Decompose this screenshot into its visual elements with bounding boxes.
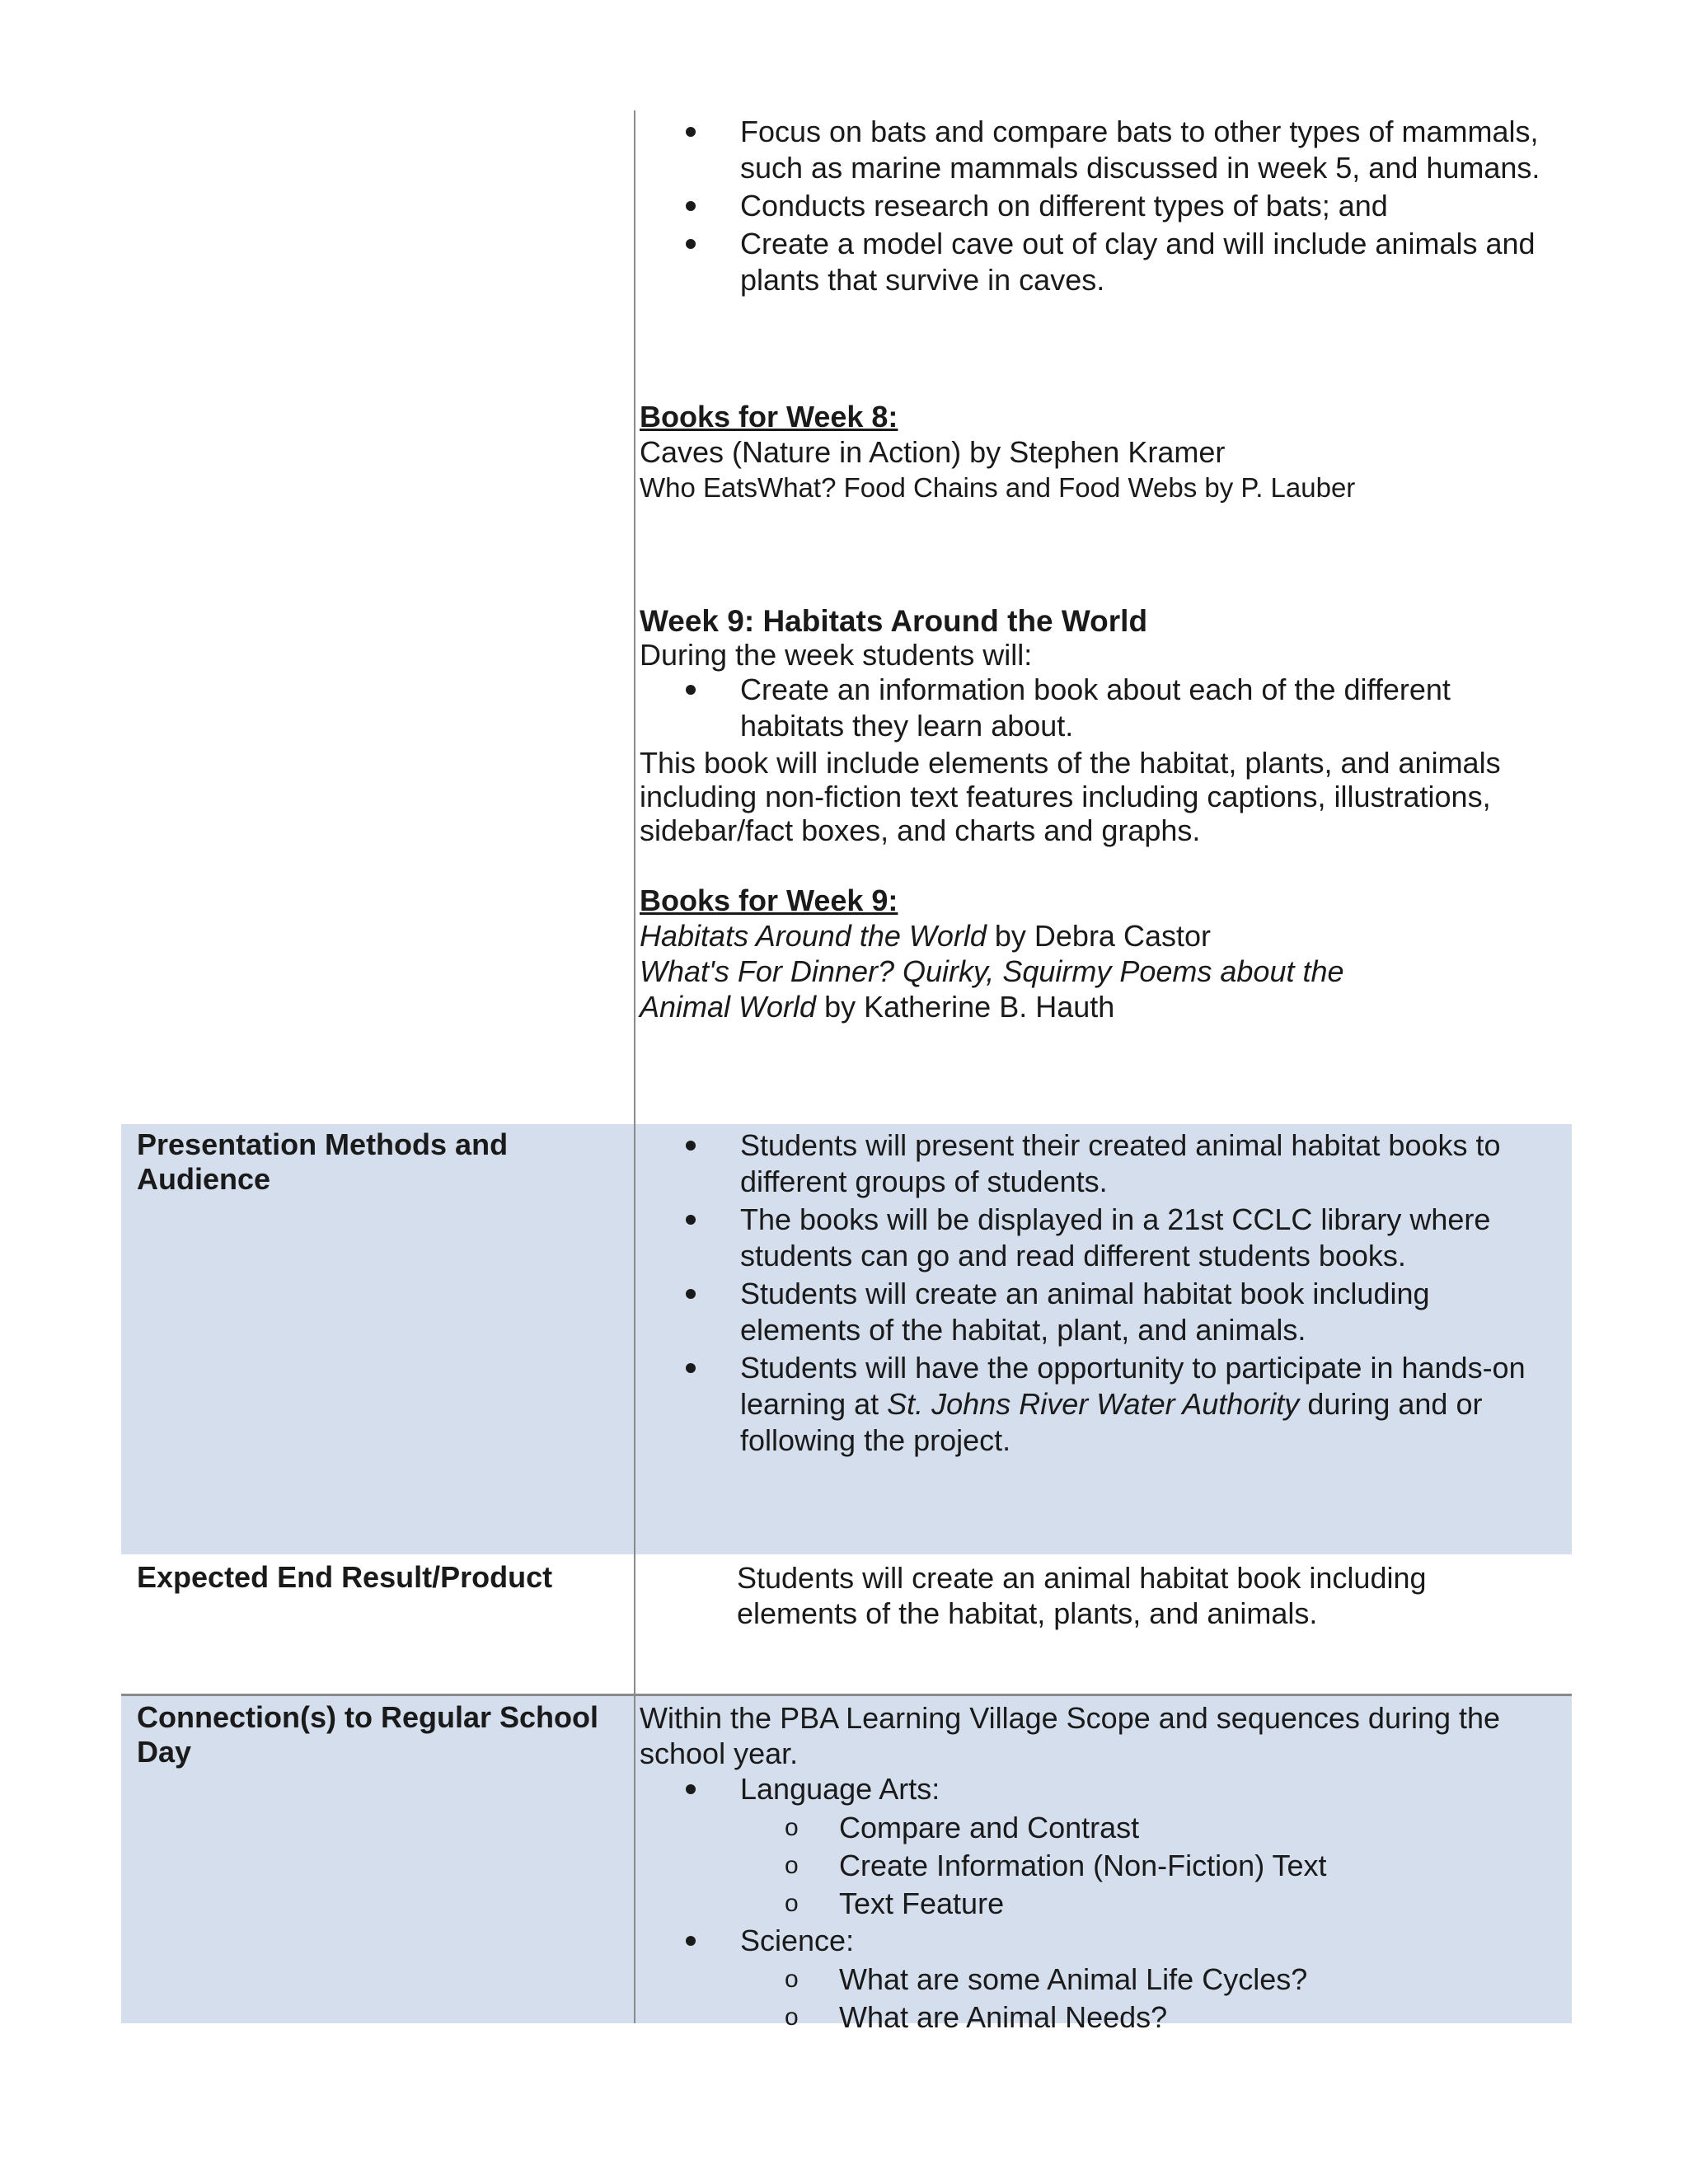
bullet-text: during and or following the project. — [740, 1387, 1483, 1457]
expected-result-label: Expected End Result/Product — [137, 1560, 553, 1594]
sub-list-item: o What are some Animal Life Cycles? — [640, 1961, 1546, 1999]
week8-books-heading: Books for Week 8: — [640, 400, 898, 434]
book-author: by Debra Castor — [986, 919, 1211, 953]
week8-books — [640, 399, 1546, 505]
expected-result-text: Students will create an animal habitat book including elements of the habitat, plants, and animals. — [737, 1561, 1427, 1630]
list-item: Focus on bats and compare bats to other types of mammals, such as marine mammals discussed in week 5, and humans. — [640, 114, 1546, 186]
week9-heading: Week 9: Habitats Around the World — [640, 604, 1148, 638]
presentation-label: Presentation Methods and Audience — [137, 1127, 509, 1196]
week9-intro: During the week students will: — [640, 638, 1033, 672]
list-item: Students will present their created animal habitat books to different groups of students. — [640, 1127, 1546, 1200]
list-item: Conducts research on different types of bats; and — [640, 188, 1546, 224]
sub-list-item: o Text Feature — [640, 1885, 1546, 1923]
sub-list-item: o What are Animal Needs? — [640, 1999, 1546, 2036]
week9-paragraph: This book will include elements of the habitat, plants, and animals including non-fiction text features including captions, illustrations, sidebar/fact boxes, and charts and graphs. — [640, 746, 1501, 847]
list-item: Science: — [640, 1923, 1546, 1959]
list-item: Students will create an animal habitat book including elements of the habitat, plant, and animals. — [640, 1276, 1546, 1348]
week8-activity-list — [640, 114, 1546, 300]
column-divider — [634, 110, 635, 2023]
week9-books — [640, 883, 1464, 1024]
book-title: Habitats Around the World — [640, 919, 987, 953]
book-entry — [640, 954, 1406, 1024]
book-entry: Caves (Nature in Action) by Stephen Kramer — [640, 435, 1226, 469]
list-item: Create a model cave out of clay and will include animals and plants that survive in caves. — [640, 226, 1546, 298]
list-item: Language Arts: — [640, 1771, 1546, 1807]
connection-intro: Within the PBA Learning Village Scope and sequences during the school year. — [640, 1701, 1501, 1770]
week9-books-heading: Books for Week 9: — [640, 883, 898, 917]
list-item: Create an information book about each of the different habitats they learn about. — [640, 672, 1546, 744]
list-item: The books will be displayed in a 21st CCLC library where students can go and read different students books. — [640, 1202, 1546, 1274]
book-entry: Who EatsWhat? Food Chains and Food Webs by P. Lauber — [640, 472, 1356, 503]
sub-list-item: o Compare and Contrast — [640, 1809, 1546, 1847]
bullet-text: Students will have the opportunity to participate in hands-on learning at — [740, 1351, 1526, 1421]
list-item — [640, 1350, 1546, 1459]
week9-section — [640, 604, 1546, 847]
book-title: What's For Dinner? Quirky, Squirmy Poems about the Animal World — [640, 954, 1344, 1024]
organization-name: St. Johns River Water Authority — [887, 1387, 1300, 1421]
presentation-list — [640, 1127, 1546, 1460]
sub-list-item: o Create Information (Non-Fiction) Text — [640, 1847, 1546, 1885]
connection-content — [640, 1700, 1546, 2036]
book-entry — [640, 918, 1464, 954]
book-author: by Katherine B. Hauth — [816, 990, 1115, 1024]
connection-label: Connection(s) to Regular School Day — [137, 1700, 599, 1769]
row-divider — [121, 1694, 1572, 1696]
